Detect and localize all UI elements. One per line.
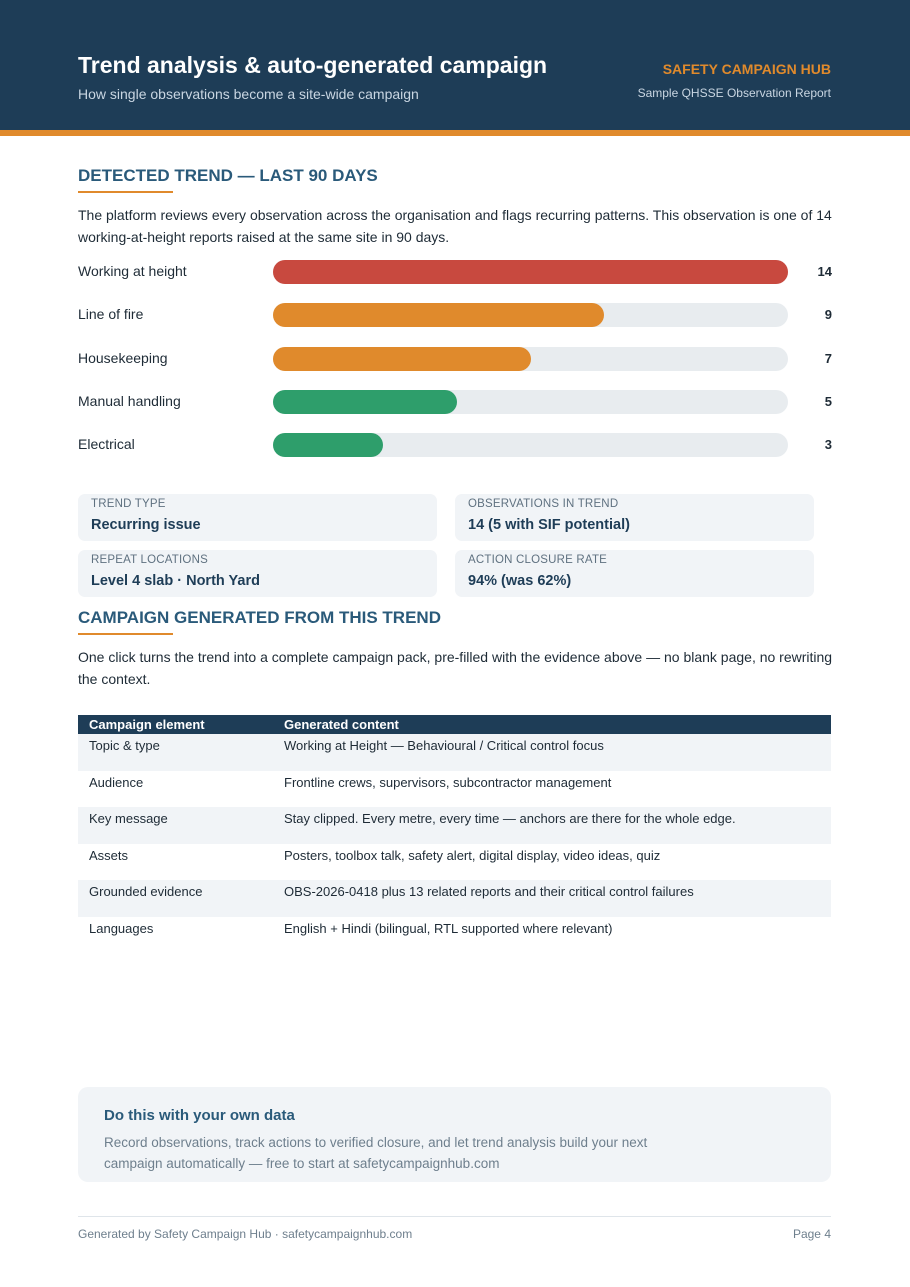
brand-name: SAFETY CAMPAIGN HUB bbox=[662, 61, 831, 77]
page-subtitle: How single observations become a site-wide campaign bbox=[78, 86, 419, 102]
stat-value: 94% (was 62%) bbox=[468, 573, 572, 589]
cta-text: Record observations, track actions to verified closure, and let trend analysis build your next campaign automatically — free to start at safetycampaignhub.com bbox=[104, 1135, 648, 1171]
bar-category-label: Electrical bbox=[78, 436, 135, 453]
bar-row bbox=[78, 258, 832, 284]
bar-value-label: 3 bbox=[824, 437, 832, 453]
bar-category-label: Line of fire bbox=[78, 306, 144, 323]
bar-track bbox=[273, 260, 788, 284]
trend-intro: The platform reviews every observation across the organisation and flags recurring patterns. This observation is one of 14 working-at-height reports raised at the same site in 90 days. bbox=[78, 207, 832, 245]
bar-track bbox=[273, 390, 788, 414]
stat-card-closure-rate bbox=[455, 550, 814, 597]
bar-row bbox=[78, 345, 832, 371]
table-cell-element: Grounded evidence bbox=[78, 880, 273, 917]
bar-row bbox=[78, 431, 832, 457]
bar-track bbox=[273, 347, 788, 371]
campaign-section-title: CAMPAIGN GENERATED FROM THIS TREND bbox=[78, 608, 441, 627]
bar bbox=[273, 260, 788, 284]
bar-row bbox=[78, 301, 832, 327]
table-row bbox=[78, 880, 831, 917]
stat-value: 14 (5 with SIF potential) bbox=[468, 517, 630, 533]
table-header-cell: Generated content bbox=[273, 715, 831, 734]
footer-credit: Generated by Safety Campaign Hub · safetycampaignhub.com bbox=[78, 1227, 413, 1241]
page-title: Trend analysis & auto-generated campaign bbox=[78, 52, 548, 78]
bar-value-label: 5 bbox=[824, 393, 832, 409]
stat-label: OBSERVATIONS IN TREND bbox=[468, 498, 619, 510]
table-cell-content: Frontline crews, supervisors, subcontractor management bbox=[284, 774, 612, 790]
report-header bbox=[0, 0, 910, 130]
header-accent-rule bbox=[0, 130, 910, 136]
campaign-intro: One click turns the trend into a complete campaign pack, pre-filled with the evidence above — no blank page, no rewriting the context. bbox=[78, 649, 833, 687]
table-cell-element: Audience bbox=[89, 774, 144, 790]
stat-label: TREND TYPE bbox=[91, 498, 166, 510]
table-row bbox=[78, 807, 831, 844]
bar-track bbox=[273, 433, 788, 457]
trend-section-underline bbox=[78, 191, 173, 193]
bar-value-label: 7 bbox=[824, 350, 832, 366]
table-header-cell: Campaign element bbox=[78, 715, 273, 734]
stat-card-observations bbox=[455, 494, 814, 541]
footer-divider bbox=[78, 1216, 831, 1217]
bar-row bbox=[78, 388, 832, 414]
bar bbox=[273, 347, 531, 371]
page-number: Page 4 bbox=[792, 1227, 831, 1241]
table-cell-content: Posters, toolbox talk, safety alert, digital display, video ideas, quiz bbox=[284, 847, 661, 863]
campaign-section-underline bbox=[78, 633, 173, 635]
stat-card-repeat-locations bbox=[78, 550, 437, 597]
bar bbox=[273, 390, 457, 414]
bar-value-label: 9 bbox=[824, 307, 832, 323]
table-row bbox=[78, 917, 831, 954]
cta-box bbox=[78, 1087, 831, 1182]
campaign-table bbox=[78, 715, 831, 954]
bar bbox=[273, 433, 383, 457]
stat-card-trend-type bbox=[78, 494, 437, 541]
table-cell-content: OBS-2026-0418 plus 13 related reports and their critical control failures bbox=[273, 880, 831, 917]
cta-title: Do this with your own data bbox=[104, 1107, 295, 1124]
table-cell-element: Key message bbox=[78, 807, 273, 844]
table-cell-content: English + Hindi (bilingual, RTL supported where relevant) bbox=[284, 920, 613, 936]
trend-bar-chart bbox=[78, 258, 832, 468]
stat-label: ACTION CLOSURE RATE bbox=[468, 554, 608, 566]
stat-value: Level 4 slab · North Yard bbox=[91, 573, 260, 589]
bar-category-label: Working at height bbox=[78, 263, 187, 279]
stat-label: REPEAT LOCATIONS bbox=[91, 554, 208, 566]
bar-track bbox=[273, 303, 788, 327]
table-cell-content: Working at Height — Behavioural / Critical control focus bbox=[273, 734, 831, 771]
trend-section-title: DETECTED TREND — LAST 90 DAYS bbox=[78, 166, 378, 185]
table-cell-element: Topic & type bbox=[78, 734, 273, 771]
bar bbox=[273, 303, 604, 327]
table-row bbox=[78, 734, 831, 771]
table-cell-element: Languages bbox=[89, 920, 154, 936]
bar-category-label: Manual handling bbox=[78, 392, 181, 409]
bar-category-label: Housekeeping bbox=[78, 349, 168, 366]
table-cell-content: Stay clipped. Every metre, every time — anchors are there for the whole edge. bbox=[273, 807, 831, 844]
table-row bbox=[78, 771, 831, 808]
bar-value-label: 14 bbox=[817, 264, 832, 279]
table-cell-element: Assets bbox=[89, 847, 129, 863]
stat-value: Recurring issue bbox=[91, 517, 201, 533]
table-header-row bbox=[78, 715, 831, 734]
table-row bbox=[78, 844, 831, 881]
report-name: Sample QHSSE Observation Report bbox=[637, 86, 831, 100]
